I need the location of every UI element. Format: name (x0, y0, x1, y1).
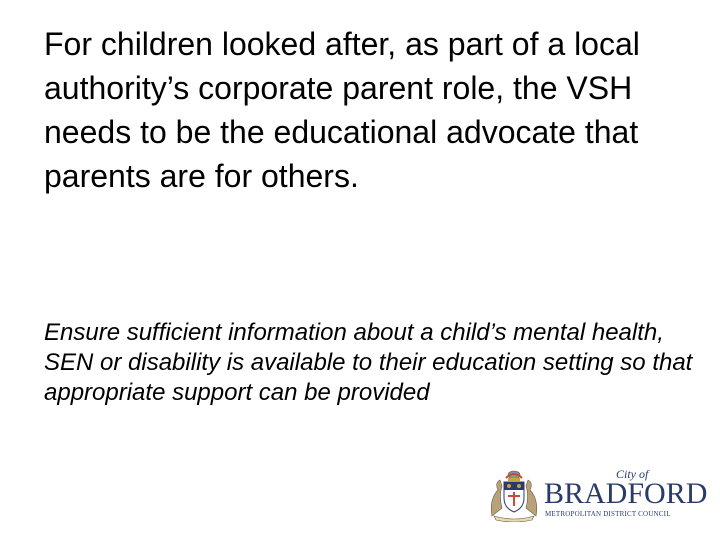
logo-wordmark (544, 466, 708, 522)
logo-name: BRADFORD (544, 477, 708, 510)
logo-city-of: City of (616, 467, 649, 481)
sub-paragraph: Ensure sufficient information about a child’s mental health, SEN or disability is available to their education setting so that appropriate support can be provided (44, 319, 693, 406)
coat-of-arms-icon (486, 466, 542, 522)
main-paragraph: For children looked after, as part of a local authority’s corporate parent role, the VSH needs to be the educational advocate that parents are for others. (44, 26, 640, 194)
bradford-council-logo (486, 466, 708, 522)
logo-council: METROPOLITAN DISTRICT COUNCIL (545, 510, 671, 518)
